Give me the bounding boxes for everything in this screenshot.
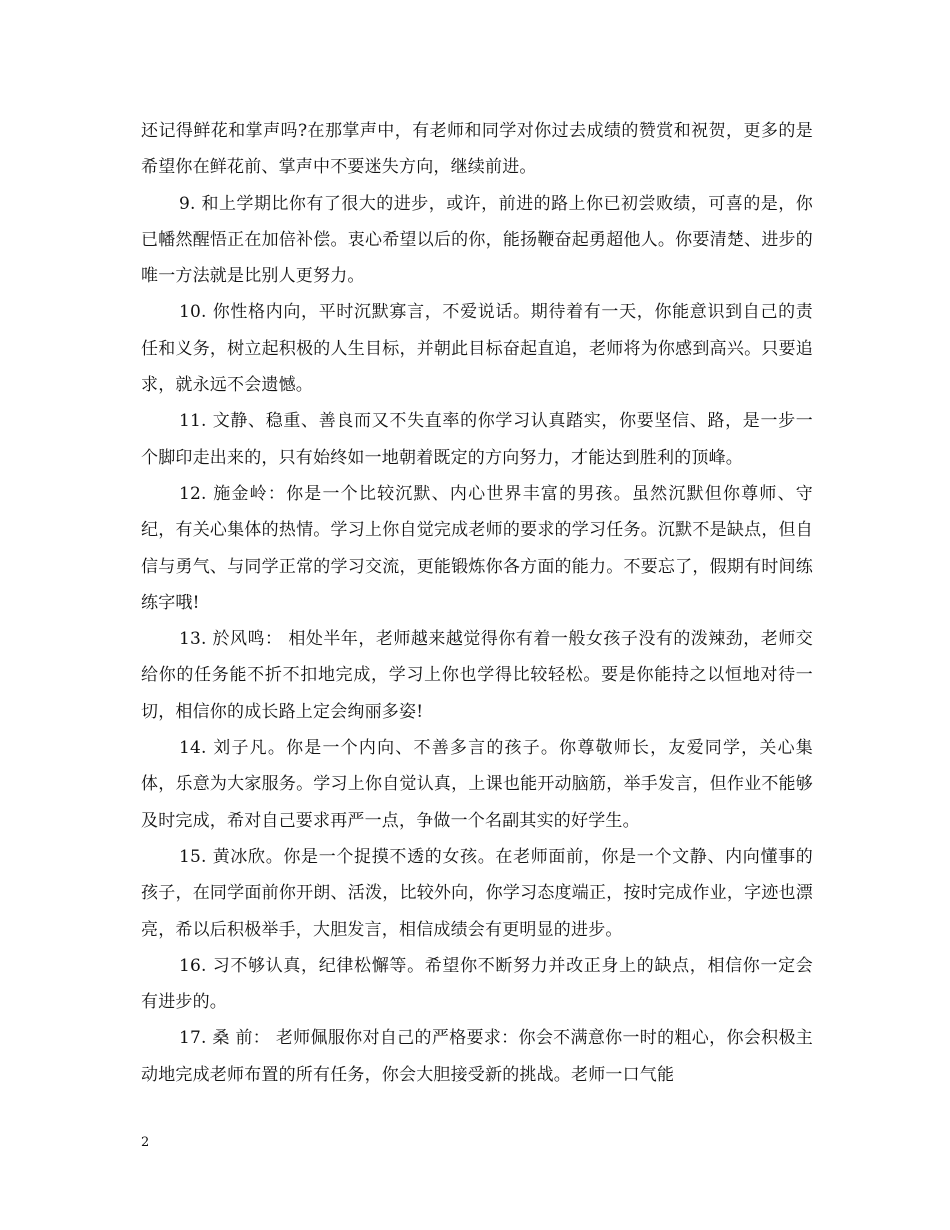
- paragraph-intro: 还记得鲜花和掌声吗?在那掌声中，有老师和同学对你过去成绩的赞赏和祝贺，更多的是希望你在鲜花前、掌声中不要迷失方向，继续前进。: [141, 121, 813, 178]
- paragraph-item-17: 17. 桑 前： 老师佩服你对自己的严格要求：你会不满意你一时的粗心，你会积极主动地完成老师布置的所有任务，你会大胆接受新的挑战。老师一口气能: [141, 1028, 813, 1085]
- paragraph-item-12: 12. 施金岭：你是一个比较沉默、内心世界丰富的男孩。虽然沉默但你尊师、守纪，有关心集体的热情。学习上你自觉完成老师的要求的学习任务。沉默不是缺点，但自信与勇气、与同学正常的学习交流，更能锻炼你各方面的能力。不要忘了，假期有时间练练字哦!: [141, 483, 813, 613]
- page-number: 2: [141, 1135, 150, 1150]
- document-body: [141, 113, 813, 1093]
- paragraph-item-11: 11. 文静、稳重、善良而又不失直率的你学习认真踏实，你要坚信、路，是一步一个脚印走出来的，只有始终如一地朝着既定的方向努力，才能达到胜利的顶峰。: [141, 411, 813, 468]
- paragraph-item-14: 14. 刘子凡。你是一个内向、不善多言的孩子。你尊敬师长，友爱同学，关心集体，乐意为大家服务。学习上你自觉认真，上课也能开动脑筋，举手发言，但作业不能够及时完成，希对自己要求再严一点，争做一个名副其实的好学生。: [141, 738, 813, 831]
- paragraph-item-16: 16. 习不够认真，纪律松懈等。希望你不断努力并改正身上的缺点，相信你一定会有进步的。: [141, 955, 813, 1013]
- paragraph-item-13: 13. 於风鸣： 相处半年，老师越来越觉得你有着一般女孩子没有的泼辣劲，老师交给你的任务能不折不扣地完成，学习上你也学得比较轻松。要是你能持之以恒地对待一切，相信你的成长路上定会绚丽多姿!: [141, 629, 813, 722]
- paragraph-item-10: 10. 你性格内向，平时沉默寡言，不爱说话。期待着有一天，你能意识到自己的责任和义务，树立起积极的人生目标，并朝此目标奋起直追，老师将为你感到高兴。只要追求，就永远不会遗憾。: [141, 302, 813, 396]
- paragraph-item-15: 15. 黄冰欣。你是一个捉摸不透的女孩。在老师面前，你是一个文静、内向懂事的孩子，在同学面前你开朗、活泼，比较外向，你学习态度端正，按时完成作业，字迹也漂亮，希以后积极举手，大胆发言，相信成绩会有更明显的进步。: [141, 846, 813, 940]
- paragraph-item-9: 9. 和上学期比你有了很大的进步，或许，前进的路上你已初尝败绩，可喜的是，你已幡然醒悟正在加倍补偿。衷心希望以后的你，能扬鞭奋起勇超他人。你要清楚、进步的唯一方法就是比别人更努力。: [141, 193, 813, 287]
